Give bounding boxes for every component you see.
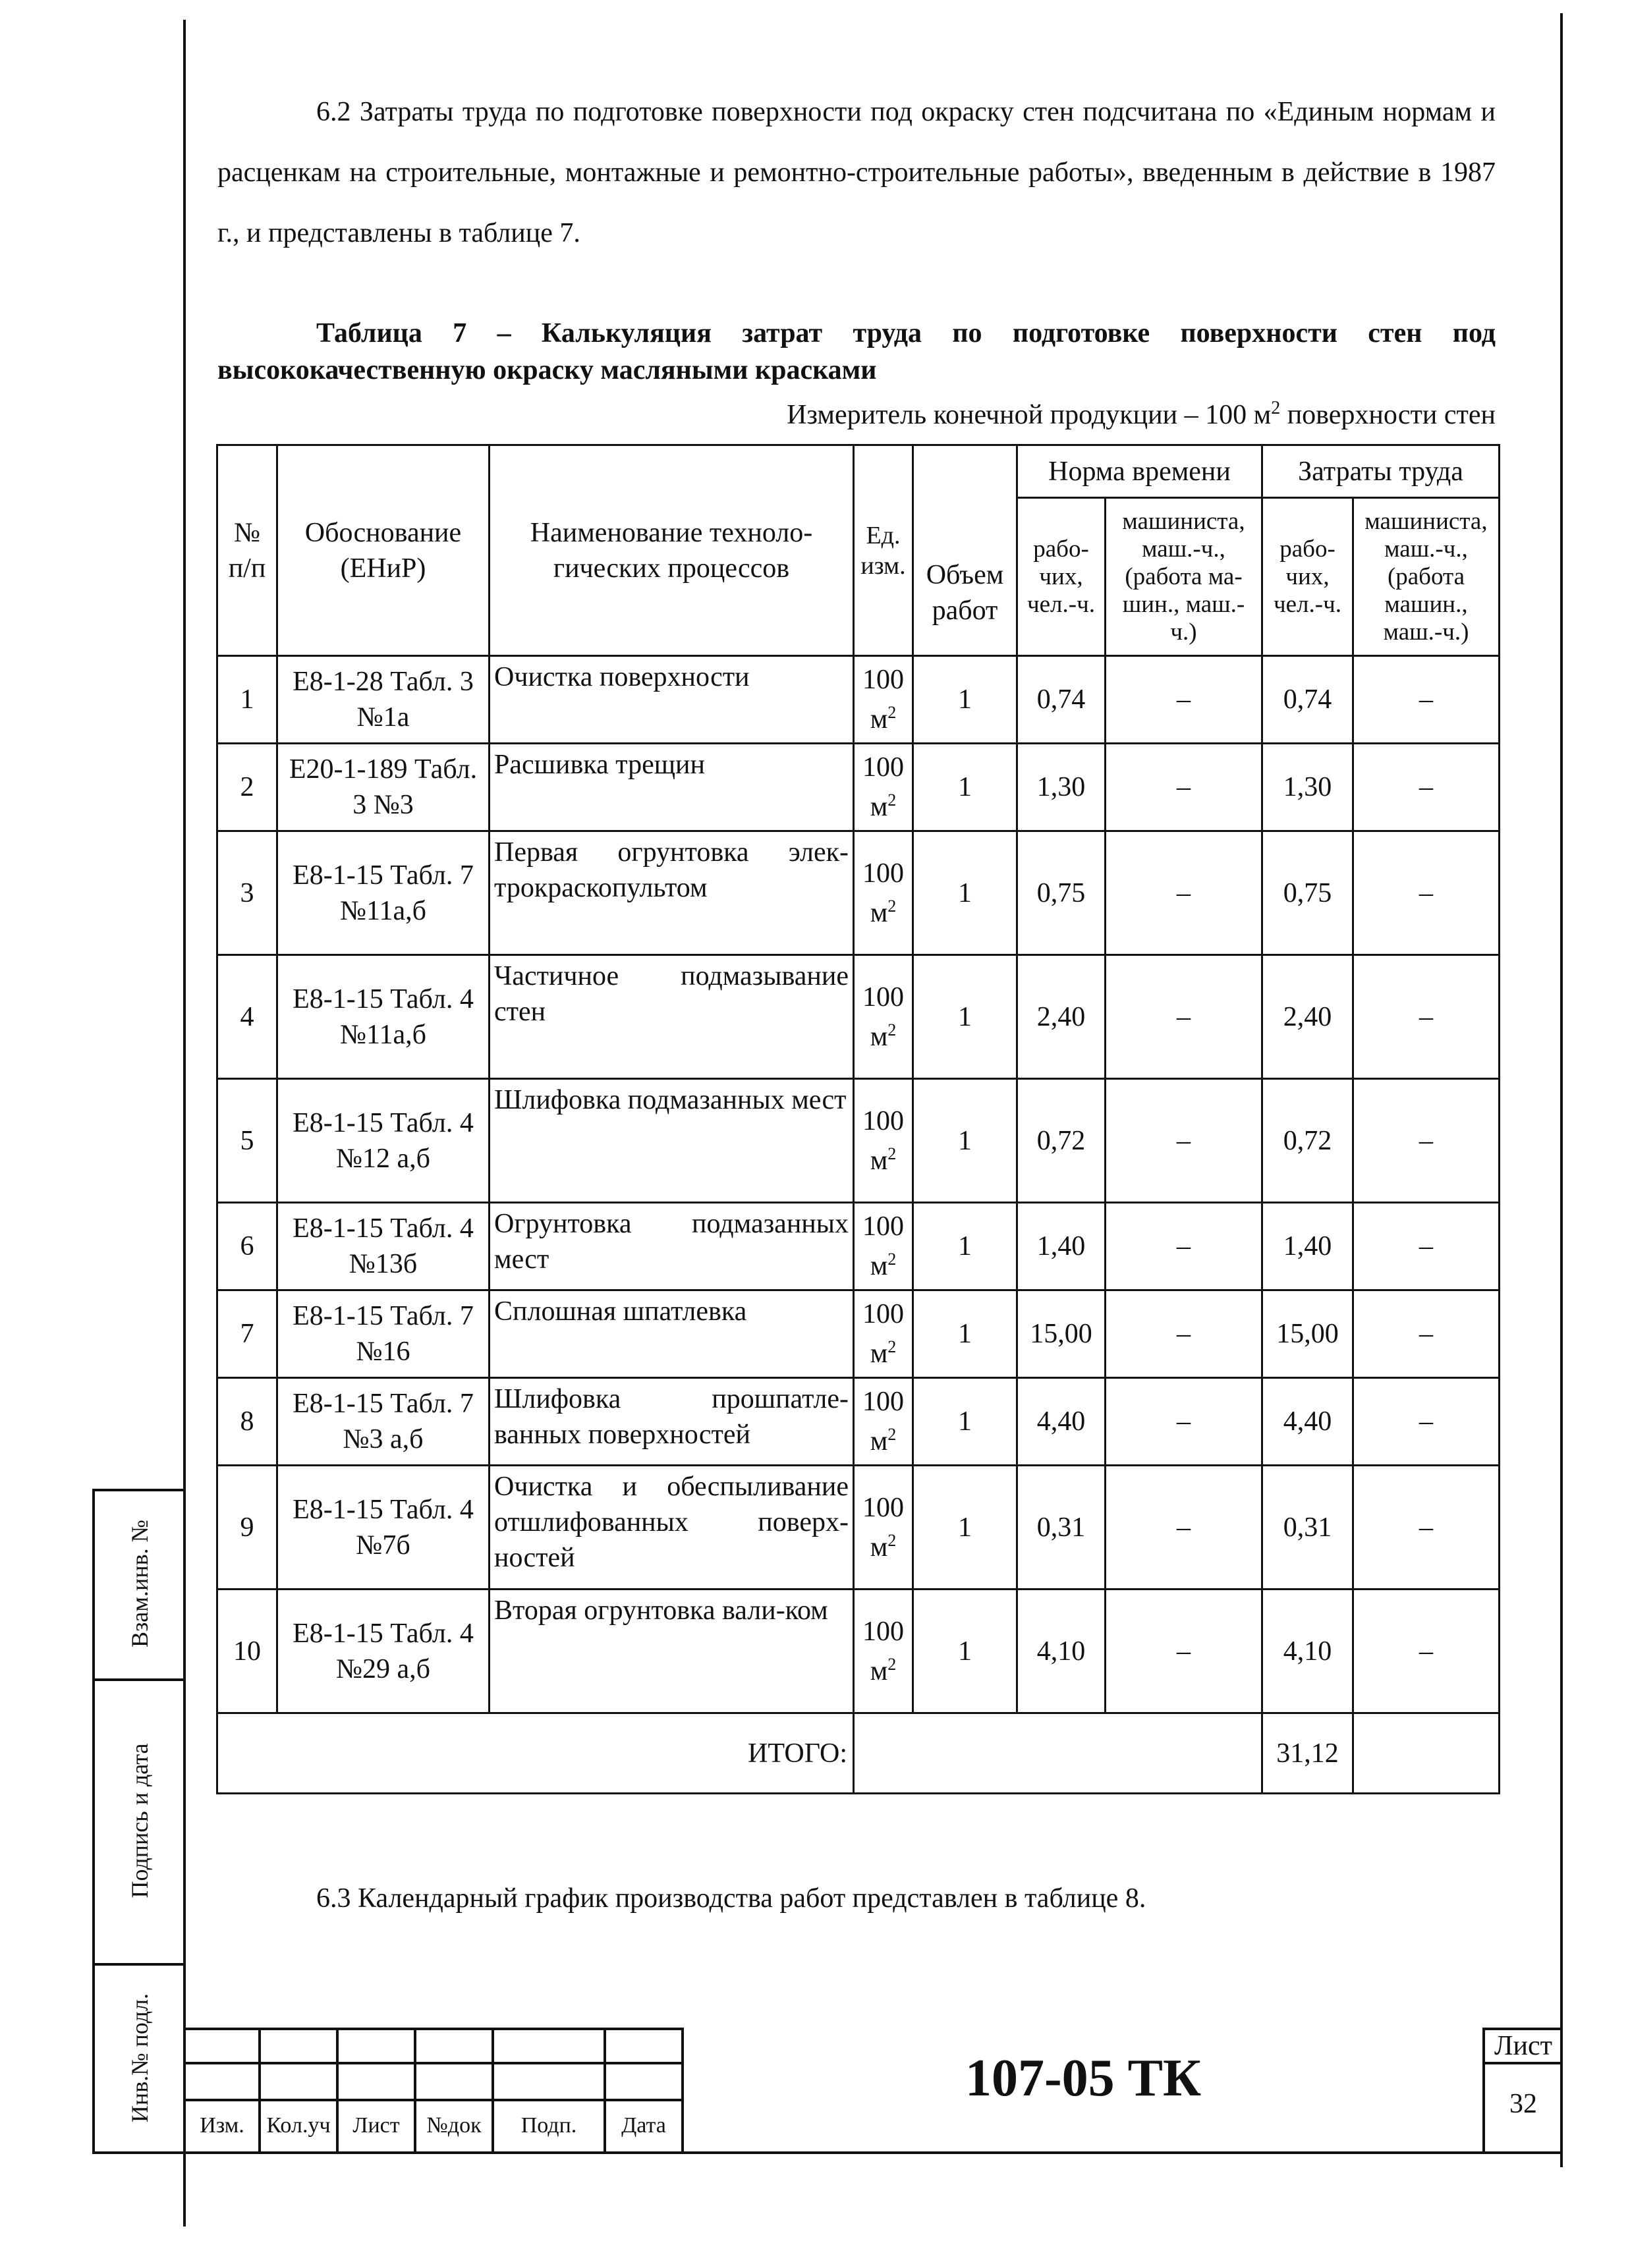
row-unit xyxy=(854,656,913,744)
table-row xyxy=(217,1466,1500,1590)
unit-sup: 2 xyxy=(887,790,897,810)
row-cost-workers: 4,40 xyxy=(1262,1378,1353,1466)
row-num: 2 xyxy=(217,744,277,831)
unit-text: 100 м xyxy=(862,665,904,734)
row-norm-machinist: – xyxy=(1106,1466,1262,1590)
row-norm-machinist: – xyxy=(1106,1590,1262,1713)
row-process-name: Частичное подмазывание стен xyxy=(490,955,854,1079)
row-num: 10 xyxy=(217,1590,277,1713)
table-row xyxy=(217,1203,1500,1290)
unit-sup: 2 xyxy=(887,896,897,916)
row-volume: 1 xyxy=(913,831,1017,955)
unit-text: 100 м xyxy=(862,858,904,928)
row-norm-workers: 0,74 xyxy=(1017,656,1106,744)
unit-sup: 2 xyxy=(887,703,897,722)
row-basis: Е8-1-15 Табл. 4 №13б xyxy=(277,1203,490,1290)
header-unit: Ед. изм. xyxy=(854,445,913,656)
row-process-name: Вторая огрунтовка вали-ком xyxy=(490,1590,854,1713)
stamp-data: Дата xyxy=(621,2113,666,2138)
row-cost-machinist: – xyxy=(1353,831,1500,955)
total-empty xyxy=(854,1713,1262,1794)
unit-sup: 2 xyxy=(887,1144,897,1163)
row-norm-machinist: – xyxy=(1106,1079,1262,1203)
table-row xyxy=(217,656,1500,744)
row-cost-machinist: – xyxy=(1353,1590,1500,1713)
total-label: ИТОГО: xyxy=(217,1713,854,1794)
row-cost-workers: 0,72 xyxy=(1262,1079,1353,1203)
table-row xyxy=(217,1290,1500,1378)
header-num: № п/п xyxy=(217,445,277,656)
row-norm-machinist: – xyxy=(1106,744,1262,831)
unit-text: 100 м xyxy=(862,982,904,1052)
row-num: 5 xyxy=(217,1079,277,1203)
row-norm-machinist: – xyxy=(1106,955,1262,1079)
measure-sup: 2 xyxy=(1271,398,1281,418)
row-volume: 1 xyxy=(913,1203,1017,1290)
row-cost-machinist: – xyxy=(1353,1378,1500,1466)
row-cost-machinist: – xyxy=(1353,1466,1500,1590)
row-num: 1 xyxy=(217,656,277,744)
row-process-name: Расшивка трещин xyxy=(490,744,854,831)
row-unit xyxy=(854,1466,913,1590)
table-caption xyxy=(217,315,1496,389)
row-unit xyxy=(854,1079,913,1203)
row-cost-machinist: – xyxy=(1353,1079,1500,1203)
sheet-label: Лист xyxy=(1494,2031,1552,2061)
unit-text: 100 м xyxy=(862,752,904,822)
row-cost-workers: 0,31 xyxy=(1262,1466,1353,1590)
stamp-podp: Подп. xyxy=(520,2113,577,2138)
row-norm-machinist: – xyxy=(1106,1290,1262,1378)
row-norm-machinist: – xyxy=(1106,831,1262,955)
table-row xyxy=(217,831,1500,955)
unit-sup: 2 xyxy=(887,1530,897,1550)
measure-prefix: Измеритель конечной продукции – 100 м xyxy=(787,400,1272,430)
row-volume: 1 xyxy=(913,744,1017,831)
header-basis: Обоснование (ЕНиР) xyxy=(277,445,490,656)
stamp-kol: Кол.уч xyxy=(266,2113,331,2138)
unit-text: 100 м xyxy=(862,1387,904,1456)
row-basis: Е20-1-189 Табл. 3 №3 xyxy=(277,744,490,831)
header-volume: Объем работ xyxy=(913,445,1017,656)
paragraph-6-2-text: 6.2 Затраты труда по подготовке поверхности под окраску стен подсчитана по «Единым нормам и расценкам на строительные, монтажные и ремонтно-строительные работы», введенным в действие в 1987 г., и представлены в таблице 7. xyxy=(217,97,1496,248)
row-norm-machinist: – xyxy=(1106,1203,1262,1290)
row-unit xyxy=(854,1590,913,1713)
row-volume: 1 xyxy=(913,1590,1017,1713)
row-process-name: Первая огрунтовка элек-трокраскопультом xyxy=(490,831,854,955)
row-cost-workers: 2,40 xyxy=(1262,955,1353,1079)
row-num: 9 xyxy=(217,1466,277,1590)
row-num: 8 xyxy=(217,1378,277,1466)
paragraph-6-2 xyxy=(217,82,1496,263)
header-norm-workers: рабо-чих, чел.-ч. xyxy=(1017,498,1106,656)
unit-sup: 2 xyxy=(887,1020,897,1039)
header-norm: Норма времени xyxy=(1017,445,1262,498)
header-cost-workers: рабо-чих, чел.-ч. xyxy=(1262,498,1353,656)
header-name: Наименование техноло-гических процессов xyxy=(490,445,854,656)
row-volume: 1 xyxy=(913,1290,1017,1378)
row-basis: Е8-1-15 Табл. 4 №12 а,б xyxy=(277,1079,490,1203)
frame-left-line xyxy=(183,20,186,2227)
row-basis: Е8-1-15 Табл. 7 №3 а,б xyxy=(277,1378,490,1466)
table-row xyxy=(217,744,1500,831)
row-num: 4 xyxy=(217,955,277,1079)
row-unit xyxy=(854,831,913,955)
row-volume: 1 xyxy=(913,1378,1017,1466)
sheet-number: 32 xyxy=(1509,2089,1537,2119)
row-unit xyxy=(854,1290,913,1378)
paragraph-6-3 xyxy=(217,1868,1496,1929)
row-norm-workers: 4,40 xyxy=(1017,1378,1106,1466)
side-label-inv: Инв.№ подл. xyxy=(126,1993,153,2123)
row-process-name: Сплошная шпатлевка xyxy=(490,1290,854,1378)
row-unit xyxy=(854,1203,913,1290)
header-cost: Затраты труда xyxy=(1262,445,1500,498)
row-basis: Е8-1-15 Табл. 4 №7б xyxy=(277,1466,490,1590)
side-column-bottom-line xyxy=(92,2151,1563,2154)
labor-cost-table xyxy=(216,444,1500,1794)
row-cost-workers: 4,10 xyxy=(1262,1590,1353,1713)
table-row xyxy=(217,1079,1500,1203)
row-num: 6 xyxy=(217,1203,277,1290)
row-process-name: Огрунтовка подмазанных мест xyxy=(490,1203,854,1290)
side-label-podpis: Подпись и дата xyxy=(126,1743,153,1898)
row-norm-machinist: – xyxy=(1106,1378,1262,1466)
row-basis: Е8-1-15 Табл. 7 №16 xyxy=(277,1290,490,1378)
header-cost-machinist: машиниста, маш.-ч., (работа машин., маш.-ч.) xyxy=(1353,498,1500,656)
row-volume: 1 xyxy=(913,656,1017,744)
row-cost-workers: 1,30 xyxy=(1262,744,1353,831)
table-row xyxy=(217,1378,1500,1466)
row-norm-workers: 1,40 xyxy=(1017,1203,1106,1290)
row-cost-workers: 0,74 xyxy=(1262,656,1353,744)
row-num: 3 xyxy=(217,831,277,955)
row-cost-machinist: – xyxy=(1353,656,1500,744)
row-cost-machinist: – xyxy=(1353,955,1500,1079)
row-unit xyxy=(854,1378,913,1466)
table-row xyxy=(217,1590,1500,1713)
row-process-name: Очистка и обеспыливание отшлифованных поверх-ностей xyxy=(490,1466,854,1590)
row-cost-machinist: – xyxy=(1353,1203,1500,1290)
unit-text: 100 м xyxy=(862,1492,904,1563)
row-unit xyxy=(854,744,913,831)
unit-sup: 2 xyxy=(887,1250,897,1269)
row-cost-workers: 1,40 xyxy=(1262,1203,1353,1290)
paragraph-6-3-text: 6.3 Календарный график производства работ представлен в таблице 8. xyxy=(316,1883,1146,1914)
frame-right-line xyxy=(1560,13,1563,2167)
row-norm-workers: 0,72 xyxy=(1017,1079,1106,1203)
row-norm-workers: 15,00 xyxy=(1017,1290,1106,1378)
row-process-name: Шлифовка подмазанных мест xyxy=(490,1079,854,1203)
row-norm-workers: 1,30 xyxy=(1017,744,1106,831)
row-process-name: Очистка поверхности xyxy=(490,656,854,744)
unit-text: 100 м xyxy=(862,1616,904,1686)
measure-line xyxy=(787,390,1496,433)
table-row xyxy=(217,955,1500,1079)
total-machinist-empty xyxy=(1353,1713,1500,1794)
unit-text: 100 м xyxy=(862,1299,904,1369)
row-cost-workers: 0,75 xyxy=(1262,831,1353,955)
row-num: 7 xyxy=(217,1290,277,1378)
unit-text: 100 м xyxy=(862,1105,904,1176)
row-norm-machinist: – xyxy=(1106,656,1262,744)
row-volume: 1 xyxy=(913,1079,1017,1203)
row-basis: Е8-1-28 Табл. 3 №1а xyxy=(277,656,490,744)
row-basis: Е8-1-15 Табл. 7 №11а,б xyxy=(277,831,490,955)
stamp-ndok: №док xyxy=(426,2113,482,2138)
stamp-izm: Изм. xyxy=(200,2113,244,2138)
row-volume: 1 xyxy=(913,1466,1017,1590)
unit-sup: 2 xyxy=(887,1425,897,1444)
stamp-list: Лист xyxy=(352,2113,400,2138)
table-caption-text: Таблица 7 – Калькуляция затрат труда по подготовке поверхности стен под высококачественную окраску масляными красками xyxy=(217,318,1496,385)
total-value: 31,12 xyxy=(1262,1713,1353,1794)
row-cost-workers: 15,00 xyxy=(1262,1290,1353,1378)
row-process-name: Шлифовка прошпатле-ванных поверхностей xyxy=(490,1378,854,1466)
side-column-left-line xyxy=(92,1489,95,2154)
row-cost-machinist: – xyxy=(1353,1290,1500,1378)
row-norm-workers: 0,31 xyxy=(1017,1466,1106,1590)
row-basis: Е8-1-15 Табл. 4 №11а,б xyxy=(277,955,490,1079)
row-norm-workers: 0,75 xyxy=(1017,831,1106,955)
measure-suffix: поверхности стен xyxy=(1280,400,1496,430)
row-cost-machinist: – xyxy=(1353,744,1500,831)
row-unit xyxy=(854,955,913,1079)
side-label-vzam: Взам.инв. № xyxy=(126,1520,153,1647)
total-row xyxy=(217,1713,1500,1794)
row-basis: Е8-1-15 Табл. 4 №29 а,б xyxy=(277,1590,490,1713)
unit-text: 100 м xyxy=(862,1211,904,1281)
row-volume: 1 xyxy=(913,955,1017,1079)
unit-sup: 2 xyxy=(887,1337,897,1356)
document-code: 107-05 ТК xyxy=(965,2049,1201,2107)
unit-sup: 2 xyxy=(887,1654,897,1674)
row-norm-workers: 4,10 xyxy=(1017,1590,1106,1713)
header-norm-machinist: машиниста, маш.-ч., (работа ма-шин., маш.-ч.) xyxy=(1106,498,1262,656)
row-norm-workers: 2,40 xyxy=(1017,955,1106,1079)
stamp-sheet-line xyxy=(1482,2062,1563,2064)
